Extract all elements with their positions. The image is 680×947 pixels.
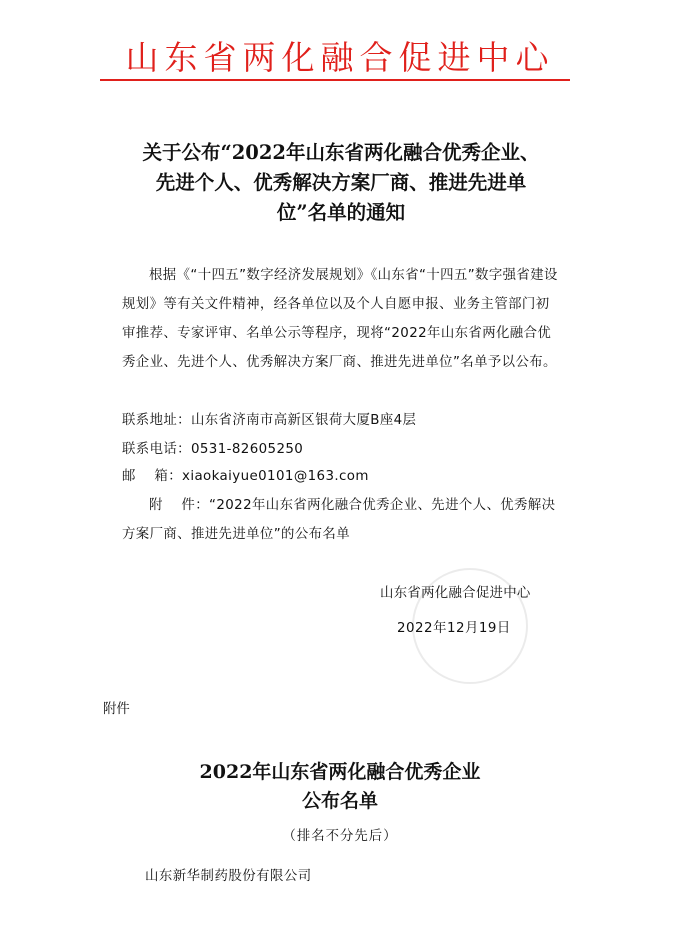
contact-address: 联系地址：山东省济南市高新区银荷大厦B座4层 — [122, 413, 417, 428]
contact-phone: 联系电话：0531-82605250 — [122, 442, 304, 457]
appendix-title-line: 公布名单 — [301, 790, 378, 812]
signature-org: 山东省两化融合促进中心 — [380, 586, 531, 601]
appendix-note: （排名不分先后） — [282, 829, 398, 844]
notice-title-line: 关于公布“2022年山东省两化融合优秀企业、 — [142, 141, 540, 164]
header-divider — [100, 79, 570, 81]
attachment-note: 附 件：“2022年山东省两化融合优秀企业、先进个人、优秀解决方案厂商、推进先进单位”的公布名单 — [122, 498, 556, 542]
appendix-title-line: 2022年山东省两化融合优秀企业 — [199, 761, 481, 783]
appendix-label: 附件 — [103, 702, 130, 717]
notice-paragraph: 根据《“十四五”数字经济发展规划》《山东省“十四五”数字强省建设规划》等有关文件精神，经各单位以及个人自愿申报、业务主管部门初审推荐、专家评审、名单公示等程序，现将“2022年山东省两化融合优秀企业、先进个人、优秀解决方案厂商、推进先进单位”名单予以公布。 — [122, 268, 558, 370]
notice-title-line: 先进个人、优秀解决方案厂商、推进先进单 — [155, 171, 527, 194]
contact-email: 邮 箱：xiaokaiyue0101@163.com — [122, 469, 369, 484]
notice-title — [96, 138, 586, 228]
header-org-name: 山东省两化融合促进中心 — [125, 38, 555, 77]
signature-date: 2022年12月19日 — [397, 621, 511, 636]
appendix-title — [0, 758, 680, 816]
notice-title-line: 位”名单的通知 — [276, 201, 406, 224]
list-item: 山东新华制药股份有限公司 — [145, 869, 312, 884]
